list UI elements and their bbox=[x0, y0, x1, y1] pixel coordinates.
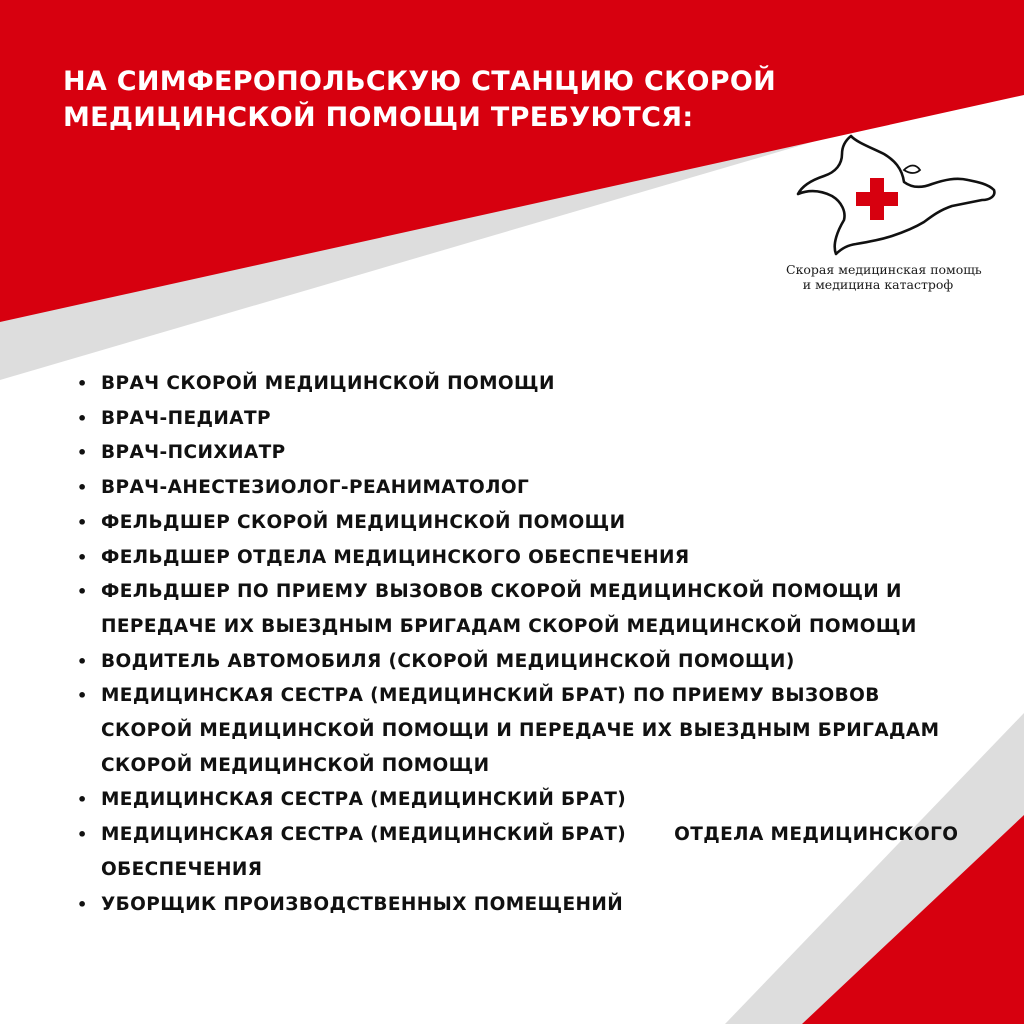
page-title bbox=[63, 64, 783, 136]
list-item bbox=[72, 367, 972, 402]
logo bbox=[786, 130, 1002, 305]
bullet-icon: • bbox=[77, 512, 88, 532]
bullet-icon: • bbox=[77, 894, 88, 914]
bullet-icon: • bbox=[77, 582, 88, 602]
vacancy-list bbox=[72, 367, 972, 922]
list-item-text: ОТДЕЛА МЕДИЦИНСКОГО bbox=[674, 824, 959, 846]
bullet-icon: • bbox=[77, 825, 88, 845]
page-title-line-2: МЕДИЦИНСКОЙ ПОМОЩИ ТРЕБУЮТСЯ: bbox=[63, 102, 694, 133]
list-item-line bbox=[101, 818, 972, 853]
bullet-icon: • bbox=[77, 790, 88, 810]
bullet-icon: • bbox=[77, 547, 88, 567]
list-item bbox=[72, 679, 972, 783]
list-item-line: ФЕЛЬДШЕР ПО ПРИЕМУ ВЫЗОВОВ СКОРОЙ МЕДИЦИНСКОЙ ПОМОЩИ И bbox=[101, 581, 902, 603]
list-item-line: ФЕЛЬДШЕР ОТДЕЛА МЕДИЦИНСКОГО ОБЕСПЕЧЕНИЯ bbox=[101, 546, 690, 568]
logo-caption bbox=[786, 262, 982, 292]
page-title-line-1: НА СИМФЕРОПОЛЬСКУЮ СТАНЦИЮ СКОРОЙ bbox=[63, 66, 777, 97]
list-item bbox=[72, 402, 972, 437]
list-item-line: ФЕЛЬДШЕР СКОРОЙ МЕДИЦИНСКОЙ ПОМОЩИ bbox=[101, 511, 626, 533]
bullet-icon: • bbox=[77, 443, 88, 463]
logo-caption-line-2: и медицина катастроф bbox=[802, 277, 954, 292]
bullet-icon: • bbox=[77, 408, 88, 428]
list-item bbox=[72, 818, 972, 887]
bullet-icon: • bbox=[77, 374, 88, 393]
bullet-icon: • bbox=[77, 651, 88, 671]
list-item-line: МЕДИЦИНСКАЯ СЕСТРА (МЕДИЦИНСКИЙ БРАТ) ПО ПРИЕМУ ВЫЗОВОВ bbox=[101, 685, 880, 707]
list-item-text: МЕДИЦИНСКАЯ СЕСТРА (МЕДИЦИНСКИЙ БРАТ) bbox=[101, 824, 627, 846]
list-item-line: ПЕРЕДАЧЕ ИХ ВЫЕЗДНЫМ БРИГАДАМ СКОРОЙ МЕДИЦИНСКОЙ ПОМОЩИ bbox=[101, 615, 917, 637]
list-item bbox=[72, 888, 972, 923]
list-item bbox=[72, 783, 972, 818]
logo-caption-line-1: Скорая медицинская помощь bbox=[786, 262, 982, 277]
list-item-line: ВРАЧ-ПЕДИАТР bbox=[101, 407, 271, 429]
list-item bbox=[72, 506, 972, 541]
list-item-line: СКОРОЙ МЕДИЦИНСКОЙ ПОМОЩИ bbox=[101, 754, 490, 776]
list-item-line: ОБЕСПЕЧЕНИЯ bbox=[101, 858, 263, 880]
list-item bbox=[72, 436, 972, 471]
list-item-line: ВОДИТЕЛЬ АВТОМОБИЛЯ (СКОРОЙ МЕДИЦИНСКОЙ ПОМОЩИ) bbox=[101, 650, 795, 672]
list-item bbox=[72, 471, 972, 506]
list-item bbox=[72, 575, 972, 644]
list-item bbox=[72, 645, 972, 680]
bullet-icon: • bbox=[77, 686, 88, 706]
list-item-line: СКОРОЙ МЕДИЦИНСКОЙ ПОМОЩИ И ПЕРЕДАЧЕ ИХ ВЫЕЗДНЫМ БРИГАДАМ bbox=[101, 720, 940, 742]
bullet-icon: • bbox=[77, 478, 88, 498]
list-item-line: ВРАЧ-АНЕСТЕЗИОЛОГ-РЕАНИМАТОЛОГ bbox=[101, 477, 530, 499]
list-item bbox=[72, 541, 972, 576]
list-item-line: МЕДИЦИНСКАЯ СЕСТРА (МЕДИЦИНСКИЙ БРАТ) bbox=[101, 789, 627, 811]
list-item-line: УБОРЩИК ПРОИЗВОДСТВЕННЫХ ПОМЕЩЕНИЙ bbox=[101, 893, 624, 915]
crimea-map-red-cross-icon bbox=[786, 130, 1002, 260]
list-item-line: ВРАЧ-ПСИХИАТР bbox=[101, 442, 286, 464]
list-item-line: ВРАЧ СКОРОЙ МЕДИЦИНСКОЙ ПОМОЩИ bbox=[101, 373, 555, 394]
